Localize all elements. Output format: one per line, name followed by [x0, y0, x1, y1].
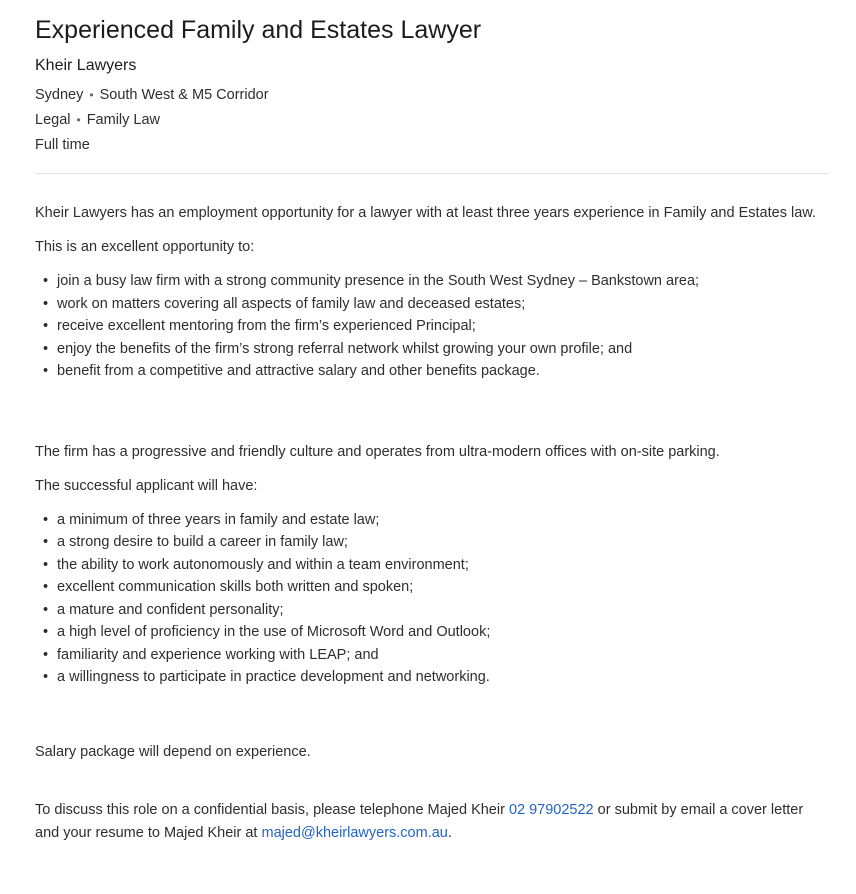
opportunity-list — [35, 270, 825, 383]
contact-paragraph — [35, 799, 825, 845]
separator-dot-icon: • — [89, 88, 94, 102]
list-item: • work on matters covering all aspects of family law and deceased estates; — [57, 293, 825, 316]
job-description — [35, 202, 825, 845]
contact-middle-text: or submit by email a cover letter and your resume to Majed Kheir at — [35, 801, 804, 841]
list-item: • excellent communication skills both written and spoken; — [57, 576, 825, 599]
subclassification: Family Law — [86, 112, 161, 128]
list-item: • a high level of proficiency in the use of Microsoft Word and Outlook; — [57, 621, 825, 644]
opportunity-heading: This is an excellent opportunity to: — [35, 239, 255, 255]
list-item: • join a busy law firm with a strong community presence in the South West Sydney – Bankstown area; — [57, 270, 825, 293]
list-item: • a mature and confident personality; — [57, 599, 825, 622]
classification: Legal — [35, 112, 71, 128]
list-item: • enjoy the benefits of the firm’s strong referral network whilst growing your own profile; and — [57, 338, 825, 361]
area: South West & M5 Corridor — [99, 87, 269, 103]
culture-paragraph: The firm has a progressive and friendly culture and operates from ultra-modern offices with on-site parking. — [35, 443, 720, 460]
list-item: • the ability to work autonomously and within a team environment; — [57, 554, 825, 577]
location-line — [35, 83, 835, 108]
contact-suffix-text: . — [447, 824, 452, 841]
list-item: • a strong desire to build a career in family law; — [57, 531, 825, 554]
header-divider — [35, 173, 829, 174]
company-name: Kheir Lawyers — [35, 57, 137, 74]
contact-prefix-text: To discuss this role on a confidential basis, please telephone Majed Kheir — [35, 801, 509, 818]
list-item: • familiarity and experience working with LEAP; and — [57, 644, 825, 667]
list-item: • a minimum of three years in family and estate law; — [57, 509, 825, 532]
work-type: Full time — [35, 137, 90, 153]
list-item: • receive excellent mentoring from the firm’s experienced Principal; — [57, 315, 825, 338]
phone-link[interactable]: 02 97902522 — [508, 801, 594, 818]
list-item: • a willingness to participate in practice development and networking. — [57, 666, 825, 689]
applicant-heading: The successful applicant will have: — [35, 477, 258, 494]
list-item: • benefit from a competitive and attractive salary and other benefits package. — [57, 360, 825, 383]
location: Sydney — [35, 87, 84, 103]
salary-paragraph: Salary package will depend on experience. — [35, 743, 311, 760]
intro-paragraph: Kheir Lawyers has an employment opportunity for a lawyer with at least three years experience in Family and Estates law. — [35, 205, 816, 221]
classification-line — [35, 108, 835, 133]
email-link[interactable]: majed@kheirlawyers.com.au — [261, 824, 448, 841]
separator-dot-icon: • — [76, 113, 81, 127]
applicant-list — [35, 509, 825, 689]
job-header — [35, 14, 835, 158]
job-title: Experienced Family and Estates Lawyer — [35, 16, 482, 44]
